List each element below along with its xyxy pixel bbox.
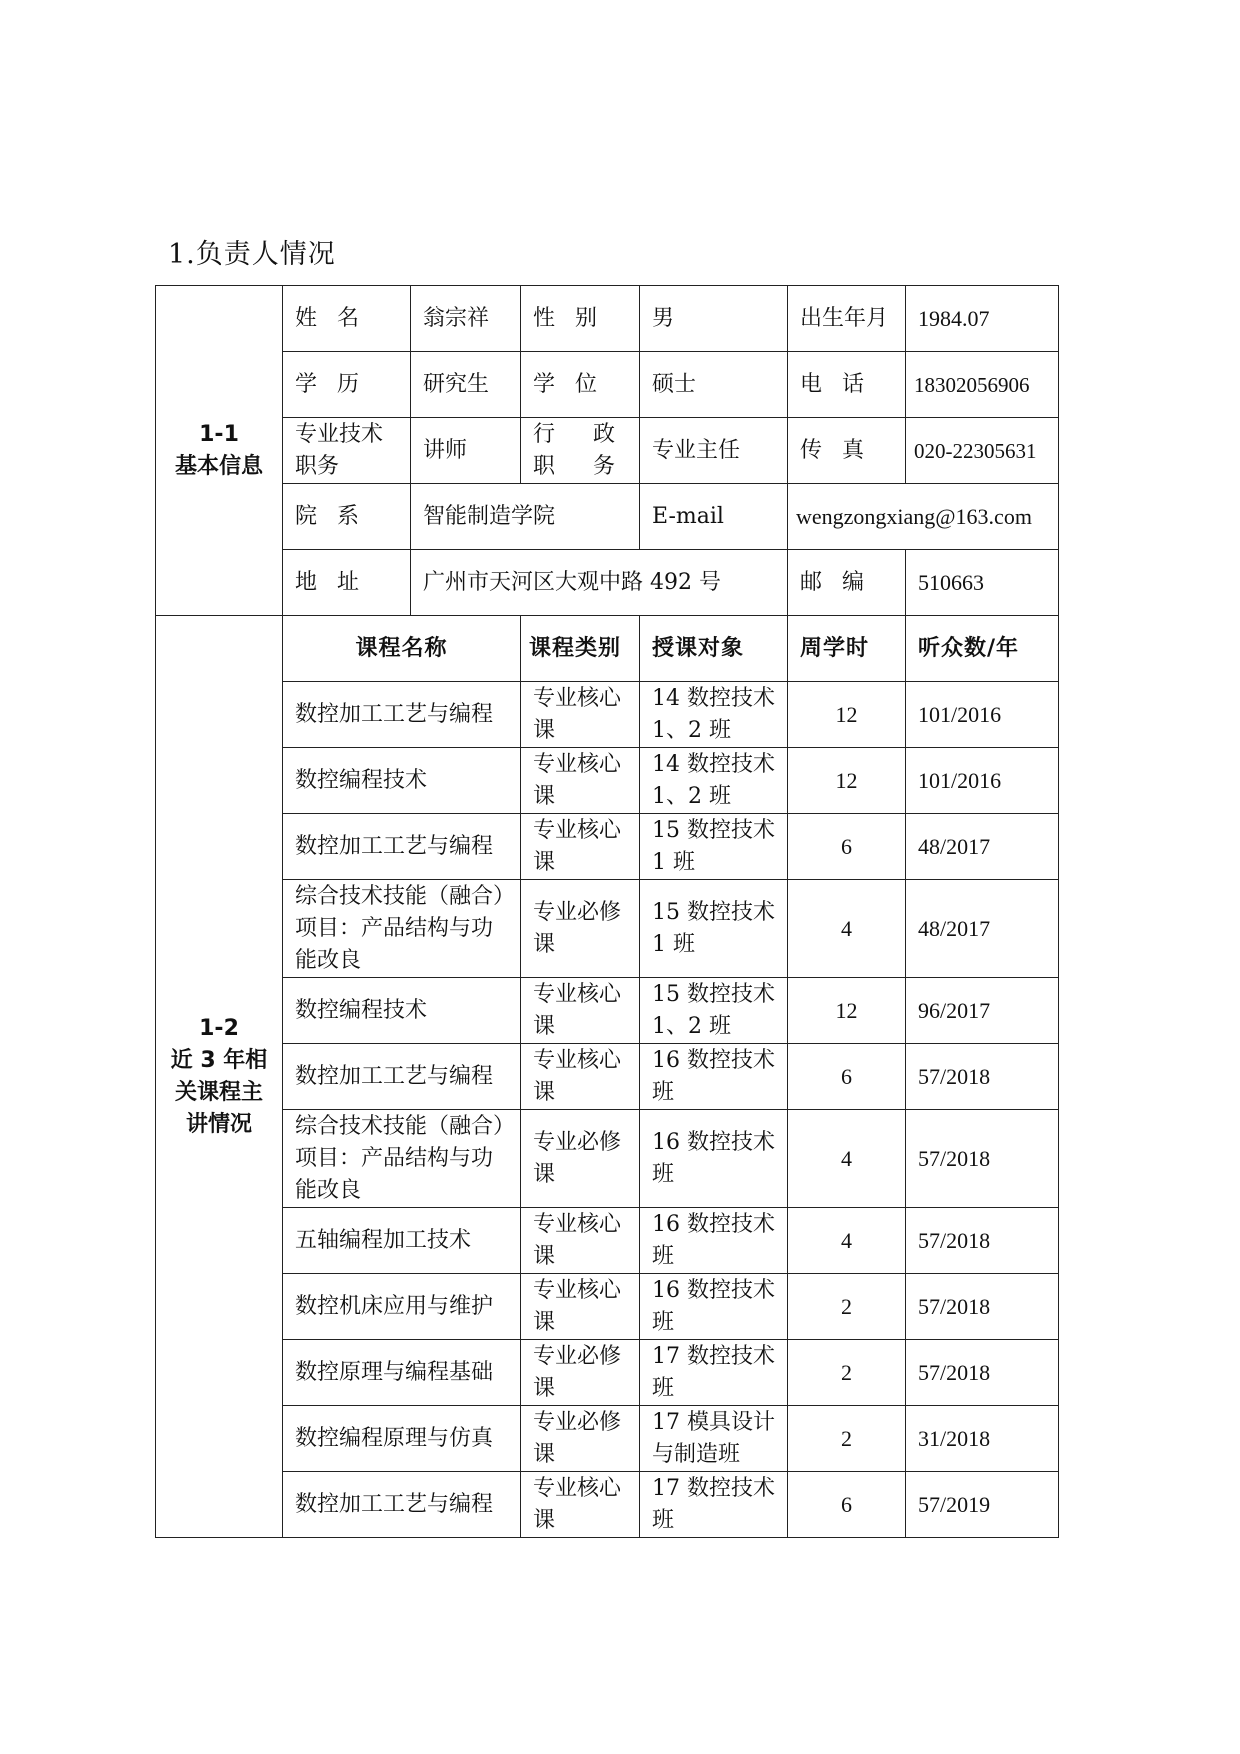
course-name: 数控加工工艺与编程 — [283, 1044, 521, 1110]
course-name: 数控加工工艺与编程 — [283, 682, 521, 748]
course-audience: 96/2017 — [906, 978, 1059, 1044]
course-name: 数控原理与编程基础 — [283, 1340, 521, 1406]
title-label: 专业技术职务 — [283, 418, 411, 484]
gender-value: 男 — [640, 286, 788, 352]
course-target: 14 数控技术 1、2 班 — [640, 682, 788, 748]
course-name: 综合技术技能（融合）项目：产品结构与功能改良 — [283, 1110, 521, 1208]
course-name: 数控机床应用与维护 — [283, 1274, 521, 1340]
course-hours: 2 — [788, 1406, 906, 1472]
degree-value: 硕士 — [640, 352, 788, 418]
course-row — [156, 748, 1059, 814]
post-label: 行 政职 务 — [521, 418, 640, 484]
course-audience: 57/2019 — [906, 1472, 1059, 1538]
course-target: 16 数控技术班 — [640, 1044, 788, 1110]
course-name: 综合技术技能（融合）项目：产品结构与功能改良 — [283, 880, 521, 978]
course-target: 15 数控技术 1 班 — [640, 814, 788, 880]
fax-value: 020-22305631 — [906, 418, 1059, 484]
course-type: 专业必修课 — [521, 1406, 640, 1472]
name-label: 姓 名 — [283, 286, 411, 352]
phone-label: 电 话 — [788, 352, 906, 418]
course-row — [156, 1340, 1059, 1406]
course-audience: 57/2018 — [906, 1110, 1059, 1208]
course-row — [156, 814, 1059, 880]
title-value: 讲师 — [411, 418, 521, 484]
birth-label: 出生年月 — [788, 286, 906, 352]
course-row — [156, 1406, 1059, 1472]
basic-info-code: 1-1 — [199, 421, 239, 447]
course-info-title: 近 3 年相关课程主讲情况 — [170, 1047, 268, 1137]
address-label: 地 址 — [283, 550, 411, 616]
gender-label: 性 别 — [521, 286, 640, 352]
basic-row-1 — [156, 286, 1059, 352]
course-type: 专业核心课 — [521, 814, 640, 880]
course-target: 17 数控技术班 — [640, 1340, 788, 1406]
header-course-target: 授课对象 — [640, 616, 788, 682]
basic-info-label — [156, 286, 283, 616]
course-audience: 57/2018 — [906, 1208, 1059, 1274]
address-value: 广州市天河区大观中路 492 号 — [411, 550, 788, 616]
education-label: 学 历 — [283, 352, 411, 418]
course-target: 15 数控技术 1 班 — [640, 880, 788, 978]
fax-label: 传 真 — [788, 418, 906, 484]
course-info-code: 1-2 — [199, 1015, 239, 1041]
postcode-value: 510663 — [906, 550, 1059, 616]
course-hours: 4 — [788, 880, 906, 978]
course-target: 14 数控技术 1、2 班 — [640, 748, 788, 814]
dept-value: 智能制造学院 — [411, 484, 640, 550]
birth-value: 1984.07 — [906, 286, 1059, 352]
course-audience: 101/2016 — [906, 682, 1059, 748]
header-weekly-hours: 周学时 — [788, 616, 906, 682]
course-hours: 12 — [788, 978, 906, 1044]
header-audience: 听众数/年 — [906, 616, 1059, 682]
course-target: 15 数控技术 1、2 班 — [640, 978, 788, 1044]
course-row — [156, 1208, 1059, 1274]
course-hours: 4 — [788, 1208, 906, 1274]
course-type: 专业核心课 — [521, 1044, 640, 1110]
course-hours: 4 — [788, 1110, 906, 1208]
course-type: 专业核心课 — [521, 748, 640, 814]
course-name: 数控加工工艺与编程 — [283, 1472, 521, 1538]
course-name: 数控编程技术 — [283, 748, 521, 814]
course-audience: 48/2017 — [906, 814, 1059, 880]
course-target: 17 模具设计与制造班 — [640, 1406, 788, 1472]
course-type: 专业核心课 — [521, 1208, 640, 1274]
course-row — [156, 1472, 1059, 1538]
education-value: 研究生 — [411, 352, 521, 418]
basic-row-2 — [156, 352, 1059, 418]
course-type: 专业核心课 — [521, 1274, 640, 1340]
dept-label: 院 系 — [283, 484, 411, 550]
name-value: 翁宗祥 — [411, 286, 521, 352]
course-hours: 12 — [788, 748, 906, 814]
course-name: 数控加工工艺与编程 — [283, 814, 521, 880]
course-row — [156, 1274, 1059, 1340]
header-course-name: 课程名称 — [283, 616, 521, 682]
course-target: 16 数控技术班 — [640, 1208, 788, 1274]
course-hours: 6 — [788, 1472, 906, 1538]
course-type: 专业核心课 — [521, 1472, 640, 1538]
course-audience: 57/2018 — [906, 1340, 1059, 1406]
phone-value: 18302056906 — [906, 352, 1059, 418]
course-type: 专业核心课 — [521, 978, 640, 1044]
section-title: 1.负责人情况 — [168, 239, 336, 270]
basic-info-title: 基本信息 — [174, 453, 263, 479]
course-type: 专业必修课 — [521, 1110, 640, 1208]
course-type: 专业必修课 — [521, 1340, 640, 1406]
course-audience: 31/2018 — [906, 1406, 1059, 1472]
post-value: 专业主任 — [640, 418, 788, 484]
course-name: 数控编程原理与仿真 — [283, 1406, 521, 1472]
email-label: E-mail — [640, 484, 788, 550]
course-audience: 48/2017 — [906, 880, 1059, 978]
course-target: 16 数控技术班 — [640, 1274, 788, 1340]
course-audience: 57/2018 — [906, 1044, 1059, 1110]
course-type: 专业核心课 — [521, 682, 640, 748]
course-row — [156, 1044, 1059, 1110]
course-row — [156, 978, 1059, 1044]
course-hours: 2 — [788, 1340, 906, 1406]
course-hours: 2 — [788, 1274, 906, 1340]
basic-row-4 — [156, 484, 1059, 550]
course-type: 专业必修课 — [521, 880, 640, 978]
course-hours: 6 — [788, 814, 906, 880]
basic-row-3 — [156, 418, 1059, 484]
course-audience: 57/2018 — [906, 1274, 1059, 1340]
course-target: 17 数控技术班 — [640, 1472, 788, 1538]
course-info-label — [156, 616, 283, 1538]
header-course-type: 课程类别 — [521, 616, 640, 682]
course-row — [156, 682, 1059, 748]
course-hours: 6 — [788, 1044, 906, 1110]
basic-row-5 — [156, 550, 1059, 616]
course-name: 五轴编程加工技术 — [283, 1208, 521, 1274]
course-row — [156, 1110, 1059, 1208]
course-hours: 12 — [788, 682, 906, 748]
responsible-person-table — [155, 285, 1059, 1538]
postcode-label: 邮 编 — [788, 550, 906, 616]
email-value: wengzongxiang@163.com — [788, 484, 1059, 550]
course-name: 数控编程技术 — [283, 978, 521, 1044]
course-row — [156, 880, 1059, 978]
course-header-row — [156, 616, 1059, 682]
course-target: 16 数控技术班 — [640, 1110, 788, 1208]
degree-label: 学 位 — [521, 352, 640, 418]
course-audience: 101/2016 — [906, 748, 1059, 814]
